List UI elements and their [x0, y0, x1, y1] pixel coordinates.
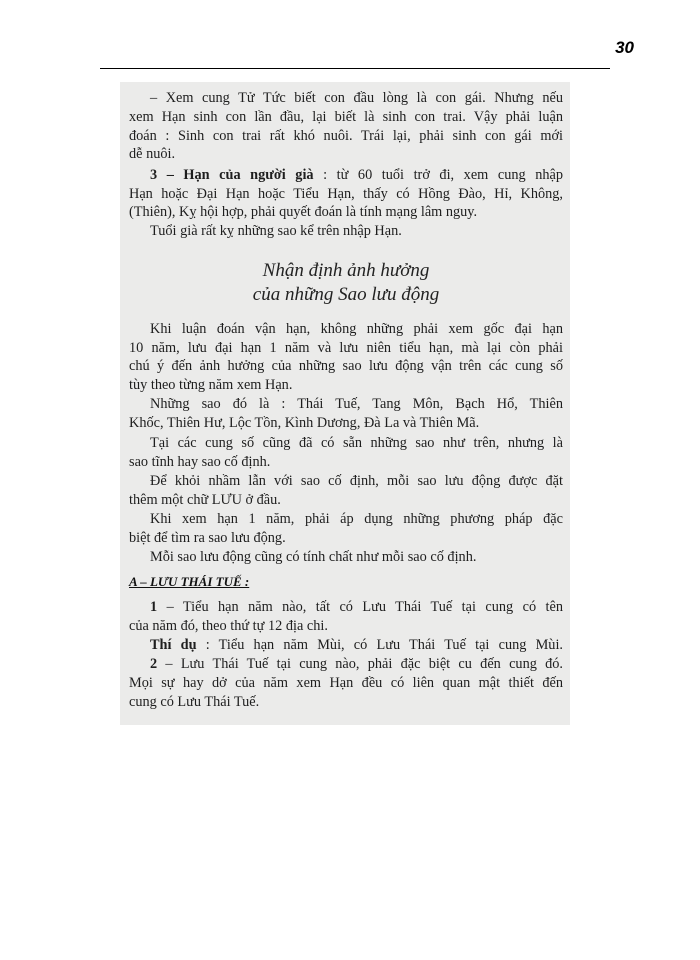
bold-lead: Thí dụ — [150, 637, 197, 653]
text-line: Mọi sự hay dở của năm xem Hạn đều có liên quan mật thiết đến — [129, 675, 563, 691]
page-number: 30 — [615, 38, 634, 57]
header-rule — [100, 68, 610, 69]
text-line: (Thiên), Kỵ hội hợp, phải quyết đoán là tính mạng lâm nguy. — [129, 204, 478, 220]
text-line: Để khỏi nhầm lẫn với sao cố định, mỗi sao lưu động được đặt — [150, 473, 563, 489]
section-title-line1: Nhận định ảnh hưởng — [262, 260, 430, 281]
text-line: Tuổi già rất kỵ những sao kể trên nhập Hạn. — [150, 223, 402, 239]
text-line: Mỗi sao lưu động cũng có tính chất như mỗi sao cố định. — [150, 549, 477, 565]
text-line: biệt để tìm ra sao lưu động. — [129, 530, 286, 546]
text-line: 10 năm, lưu đại hạn 1 năm và lưu niên tiểu hạn, mà lại còn phải — [129, 340, 563, 356]
text-span: : từ 60 tuổi trở đi, xem cung nhập — [313, 167, 563, 183]
bold-lead: 2 — [150, 656, 158, 672]
text-line: sao tĩnh hay sao cố định. — [129, 454, 271, 470]
bold-lead: 3 – Hạn của người già — [150, 167, 314, 183]
text-line: Khi luận đoán vận hạn, không những phải xem gốc đại hạn — [150, 321, 563, 337]
section-title-line2: của những Sao lưu động — [252, 284, 440, 305]
text-span: – Lưu Thái Tuế tại cung nào, phải đặc biệt cu đến cung đó. — [157, 656, 563, 672]
text-line: Khi xem hạn 1 năm, phải áp dụng những phương pháp đặc — [150, 511, 563, 527]
bold-lead: 1 — [150, 599, 158, 615]
text-span: : Tiểu hạn năm Mùi, có Lưu Thái Tuế tại cung Mùi. — [196, 637, 563, 653]
text-line — [150, 636, 563, 654]
text-line: Hạn hoặc Đại Hạn hoặc Tiểu Hạn, thấy có Hồng Đào, Hỉ, Không, — [129, 186, 563, 202]
subsection-heading: A – LƯU THÁI TUẾ : — [129, 574, 250, 589]
text-line: dễ nuôi. — [129, 146, 176, 162]
text-span: – Tiểu hạn năm nào, tất có Lưu Thái Tuế tại cung có tên — [157, 599, 563, 615]
text-line: tùy theo từng năm xem Hạn. — [129, 377, 293, 393]
text-line: đoán : Sinh con trai rất khó nuôi. Trái lại, phải sinh con gái mới — [129, 128, 563, 144]
text-line: cung có Lưu Thái Tuế. — [129, 694, 260, 710]
text-line — [150, 598, 563, 616]
text-line: xem Hạn sinh con lần đầu, lại biết là sinh con trai. Vậy phải luận — [129, 109, 563, 125]
text-line: – Xem cung Tử Tức biết con đầu lòng là con gái. Nhưng nếu — [150, 90, 563, 106]
text-line — [150, 655, 563, 673]
text-line: Những sao đó là : Thái Tuế, Tang Môn, Bạch Hổ, Thiên — [150, 396, 563, 412]
text-line: thêm một chữ LƯU ở đầu. — [129, 492, 281, 508]
text-line: Khốc, Thiên Hư, Lộc Tồn, Kình Dương, Đà La và Thiên Mã. — [129, 415, 480, 431]
text-line — [150, 166, 563, 184]
text-line: Tại các cung số cũng đã có sẵn những sao như trên, nhưng là — [150, 435, 563, 451]
text-line: của năm đó, theo thứ tự 12 địa chi. — [129, 618, 328, 634]
text-line: chú ý đến ảnh hưởng của những sao lưu động vận trên các cung số — [129, 358, 563, 374]
